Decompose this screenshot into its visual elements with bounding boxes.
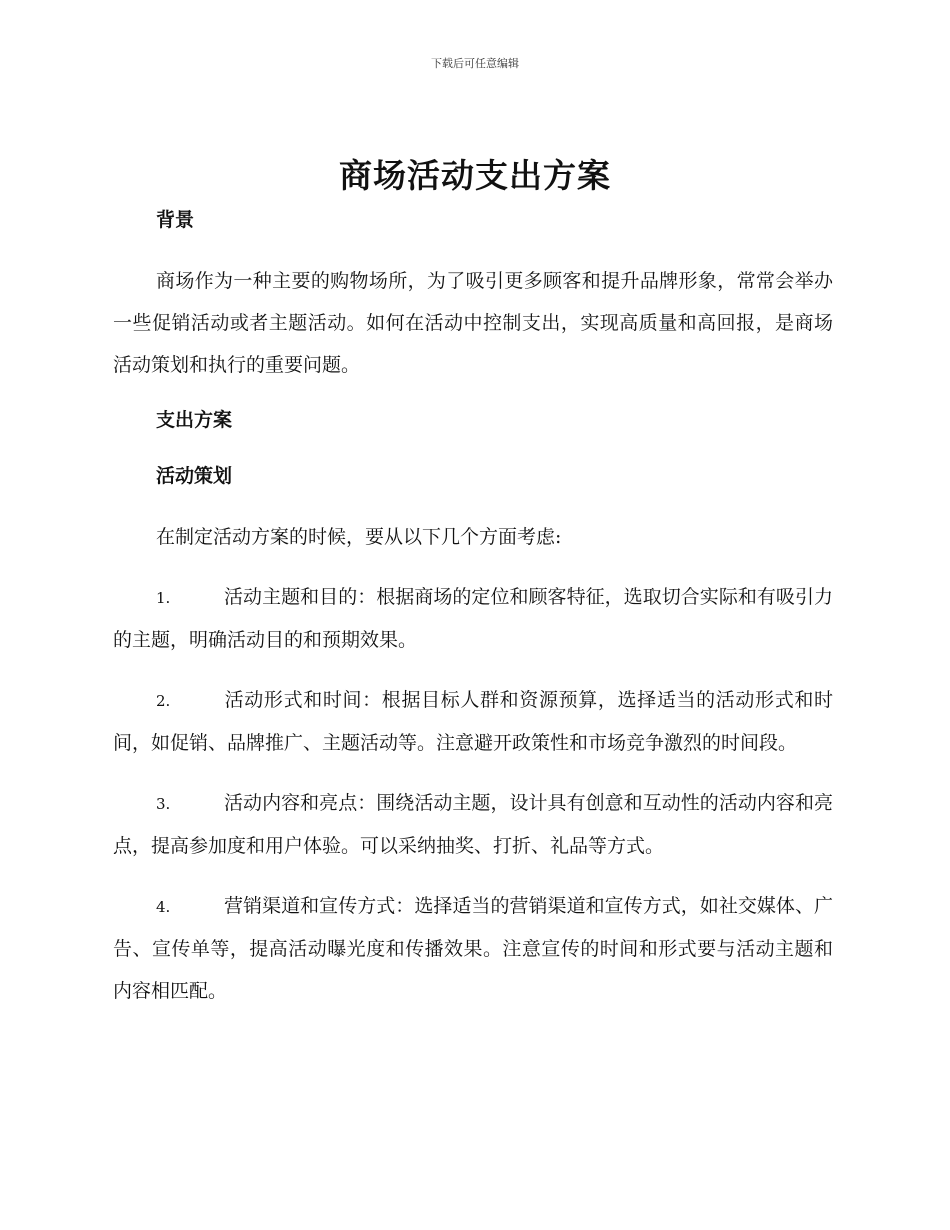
list-item-number: 3. bbox=[156, 795, 171, 813]
list-item-text: 活动形式和时间：根据目标人群和资源预算，选择适当的活动形式和时间，如促销、品牌推广、主题活动等。注意避开政策性和市场竞争激烈的时间段。 bbox=[113, 689, 833, 754]
document-title: 商场活动支出方案 bbox=[339, 156, 611, 195]
section-heading-background: 背景 bbox=[156, 209, 195, 231]
list-item bbox=[113, 679, 833, 764]
list-item-text: 活动内容和亮点：围绕活动主题，设计具有创意和互动性的活动内容和亮点，提高参加度和用户体验。可以采纳抽奖、打折、礼品等方式。 bbox=[113, 792, 833, 857]
list-item-text: 营销渠道和宣传方式：选择适当的营销渠道和宣传方式，如社交媒体、广告、宣传单等，提高活动曝光度和传播效果。注意宣传的时间和形式要与活动主题和内容相匹配。 bbox=[113, 895, 833, 1002]
list-item bbox=[113, 576, 833, 661]
list-item-text: 活动主题和目的：根据商场的定位和顾客特征，选取切合实际和有吸引力的主题，明确活动目的和预期效果。 bbox=[113, 586, 833, 651]
list-item bbox=[113, 885, 833, 1012]
document-body bbox=[113, 204, 833, 1012]
list-item bbox=[113, 782, 833, 867]
background-paragraph: 商场作为一种主要的购物场所，为了吸引更多顾客和提升品牌形象，常常会举办一些促销活动或者主题活动。如何在活动中控制支出，实现高质量和高回报，是商场活动策划和执行的重要问题。 bbox=[113, 270, 833, 376]
list-item-number: 4. bbox=[156, 898, 171, 916]
list-item-number: 2. bbox=[156, 692, 171, 710]
list-item-number: 1. bbox=[156, 589, 171, 607]
planning-intro-paragraph: 在制定活动方案的时候，要从以下几个方面考虑: bbox=[156, 526, 562, 548]
page-header-note: 下载后可任意编辑 bbox=[431, 57, 519, 70]
section-heading-expense-plan: 支出方案 bbox=[156, 409, 233, 431]
section-heading-activity-planning: 活动策划 bbox=[156, 465, 233, 487]
